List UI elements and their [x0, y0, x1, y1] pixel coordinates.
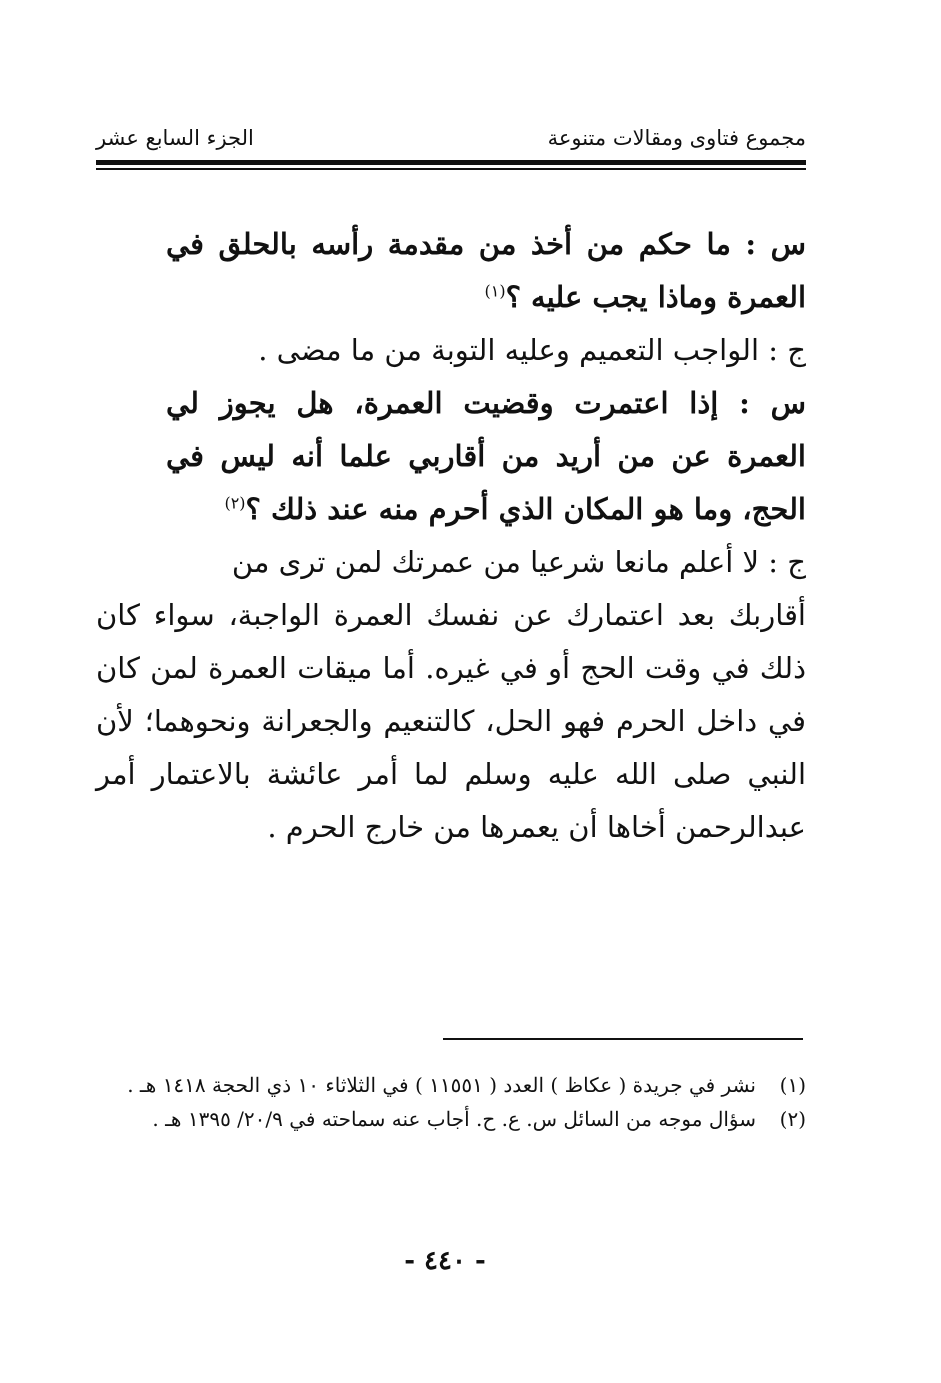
question-2-text: س : إذا اعتمرت وقضيت العمرة، هل يجوز لي العمرة عن من أريد من أقاربي علما أنه ليس في الحج، وما هو المكان الذي أحرم منه عند ذلك ؟	[166, 386, 806, 526]
footnote-ref-2: (٢)	[224, 493, 246, 513]
header-rule-thick	[96, 160, 806, 165]
book-title: مجموع فتاوى ومقالات متنوعة	[547, 126, 806, 150]
volume-label: الجزء السابع عشر	[96, 126, 254, 150]
main-text	[96, 218, 806, 854]
answer-1: ج : الواجب التعميم وعليه التوبة من ما مضى .	[258, 333, 806, 367]
answer-2-first-line: ج : لا أعلم مانعا شرعيا من عمرتك لمن ترى من	[231, 545, 806, 579]
footnote-2-text: سؤال موجه من السائل س. ع. ح. أجاب عنه سماحته في ٢٠/٩/ ١٣٩٥ هـ .	[152, 1107, 756, 1131]
question-1-text: س : ما حكم من أخذ من مقدمة رأسه بالحلق في العمرة وماذا يجب عليه ؟	[166, 227, 806, 314]
footnote-1-text: نشر في جريدة ( عكاظ ) العدد ( ١١٥٥١ ) في الثلاثاء ١٠ ذي الحجة ١٤١٨ هـ .	[127, 1073, 756, 1097]
footnote-2-number: (٢)	[779, 1107, 806, 1131]
footnote-2	[96, 1102, 806, 1136]
running-header	[96, 126, 806, 156]
question-2	[166, 377, 806, 536]
footnote-1	[96, 1068, 806, 1102]
answer-2	[96, 536, 806, 854]
page-number: - ٤٤٠ -	[404, 1246, 486, 1276]
footnote-separator	[443, 1038, 803, 1040]
footnote-1-number: (١)	[779, 1073, 806, 1097]
question-1	[166, 218, 806, 324]
footnote-ref-1: (١)	[484, 281, 506, 301]
header-rule-thin	[96, 168, 806, 170]
footnotes	[96, 1068, 806, 1136]
answer-2-rest: أقاربك بعد اعتمارك عن نفسك العمرة الواجبة، سواء كان ذلك في وقت الحج أو في غيره. أما ميقات العمرة لمن كان في داخل الحرم فهو الحل، كالتنعيم والجعرانة ونحوهما؛ لأن النبي صلى الله عليه وسلم لما أمر عائشة بالاعتمار أمر عبدالرحمن أخاها أن يعمرها من خارج الحرم .	[96, 598, 806, 844]
